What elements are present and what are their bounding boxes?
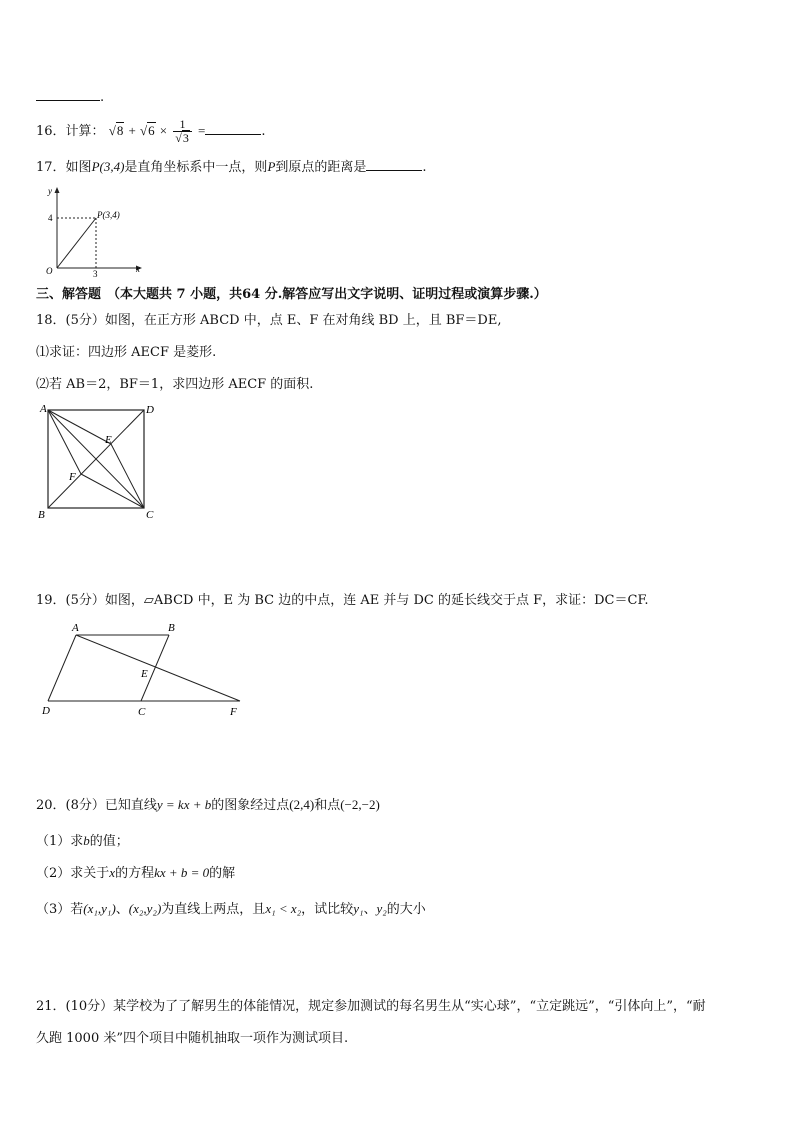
question-18: 18．(5分）如图，在正方形 ABCD 中，点 E、F 在对角线 BD 上，且 BF＝DE, [36, 313, 502, 328]
question-17: 17．如图P(3,4)是直角坐标系中一点，则P到原点的距离是 . [36, 156, 427, 177]
answer-blank [366, 156, 422, 171]
answer-blank [205, 120, 261, 135]
sqrt-6: √6 [139, 123, 155, 138]
question-16: 16．计算： √8 + √6 × $\frac{1}{√3}$ = . [36, 117, 266, 145]
point-label: P(3,4) [97, 210, 120, 220]
point-e: E [105, 434, 112, 446]
vertex-d: D [42, 705, 50, 717]
vertex-a: A [72, 622, 79, 634]
q15-tail: . [36, 86, 104, 107]
tick-3: 3 [93, 269, 98, 278]
tick-4: 4 [48, 213, 53, 223]
question-label: 计算： [65, 124, 105, 139]
point-e: E [141, 668, 148, 680]
question-21-continued: 久跑 1000 米”四个项目中随机抽取一项作为测试项目. [36, 1031, 349, 1046]
point-2: (−2,−2) [340, 797, 380, 812]
sqrt-8: √8 [108, 123, 124, 138]
question-18-part-2: ⑵若 AB＝2，BF＝1，求四边形 AECF 的面积. [36, 377, 314, 392]
y-axis-label: y [48, 186, 52, 196]
point-p: P(3,4) [91, 159, 125, 174]
question-20-part-2: （2）求关于x的方程kx + b = 0的解 [36, 865, 236, 881]
question-19: 19．(5分）如图，▱ABCD 中，E 为 BC 边的中点，连 AE 并与 DC 的延长线交于点 F，求证：DC＝CF. [36, 593, 649, 608]
point-f: F [69, 471, 76, 483]
question-20-part-1: （1）求b的值； [36, 833, 129, 849]
question-21: 21．(10分）某学校为了了解男生的体能情况，规定参加测试的每名男生从“实心球”，“立定跳远”，“引体向上”，“耐 [36, 999, 706, 1014]
vertex-d: D [146, 404, 154, 416]
q17-coordinate-figure [36, 182, 146, 278]
vertex-c: C [138, 706, 146, 718]
question-20-part-3: （3）若(x₁,y₁)、(x₂,y₂)为直线上两点，且x₁ < x₂，试比较y₁、y₂的大小 [36, 901, 426, 917]
section-heading: 三、解答题 （本大题共 7 小题，共64 分.解答应写出文字说明、证明过程或演算步骤.） [36, 287, 547, 302]
vertex-a: A [40, 403, 47, 415]
line-equation: y = kx + b [156, 797, 212, 812]
question-18-part-1: ⑴求证：四边形 AECF 是菱形. [36, 345, 217, 360]
vertex-b: B [168, 622, 175, 634]
origin-label: O [46, 266, 53, 276]
vertex-c: C [146, 509, 154, 521]
vertex-b: B [38, 509, 45, 521]
q18-square-figure [36, 400, 158, 524]
point-1: (2,4) [289, 797, 315, 812]
question-number: 16． [36, 124, 66, 139]
point-f: F [230, 706, 237, 718]
fraction: $\frac{1}{√3}$ [173, 118, 192, 145]
x-axis-label: x [136, 264, 140, 274]
answer-blank [36, 86, 100, 101]
question-20: 20．(8分）已知直线y = kx + b的图象经过点(2,4)和点(−2,−2) [36, 797, 380, 813]
q19-parallelogram-figure [36, 618, 250, 722]
